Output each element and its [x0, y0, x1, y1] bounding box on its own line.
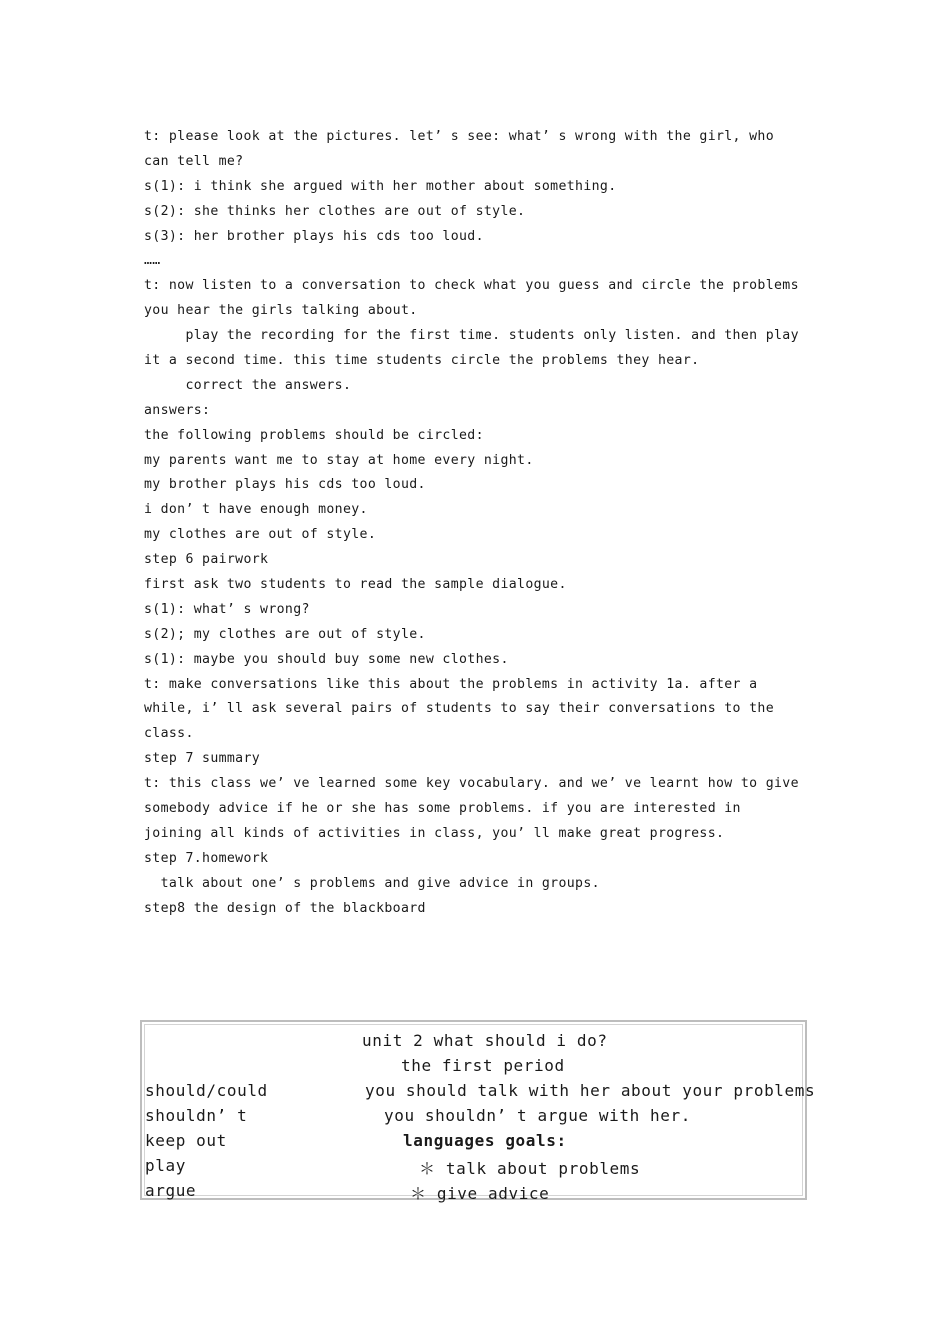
text-line: correct the answers.	[144, 377, 352, 393]
text-line: first ask two students to read the sample dialogue.	[144, 577, 567, 593]
example-sentence: you shouldn’ t argue with her.	[384, 1106, 691, 1125]
vocab-word: shouldn’ t	[145, 1106, 248, 1125]
goal-item: ＊ give advice	[410, 1184, 550, 1203]
blackboard-period: the first period	[401, 1056, 565, 1075]
ellipsis-line: ……	[144, 253, 161, 269]
text-line: s(1): i think she argued with her mother about something.	[144, 178, 617, 194]
step-heading: step 7 summary	[144, 751, 261, 767]
text-line: t: this class we’ ve learned some key vocabulary. and we’ ve learnt how to give	[144, 776, 799, 792]
lesson-text	[144, 125, 824, 922]
goals-heading: languages goals:	[403, 1131, 567, 1150]
text-line: play the recording for the first time. students only listen. and then play	[144, 328, 799, 344]
text-line: you hear the girls talking about.	[144, 303, 418, 319]
text-line: can tell me?	[144, 153, 244, 169]
text-line: t: make conversations like this about the problems in activity 1a. after a	[144, 676, 758, 692]
text-line: somebody advice if he or she has some problems. if you are interested in	[144, 801, 741, 817]
text-line: s(2): she thinks her clothes are out of style.	[144, 203, 526, 219]
text-line: it a second time. this time students circle the problems they hear.	[144, 353, 700, 369]
text-line: s(3): her brother plays his cds too loud.	[144, 228, 484, 244]
answer-item: my brother plays his cds too loud.	[144, 477, 426, 493]
text-line: talk about one’ s problems and give advice in groups.	[144, 875, 600, 891]
text-line: t: please look at the pictures. let’ s see: what’ s wrong with the girl, who	[144, 129, 775, 144]
vocab-word: keep out	[145, 1131, 227, 1150]
answer-item: i don’ t have enough money.	[144, 502, 368, 518]
blackboard-title: unit 2 what should i do?	[362, 1031, 608, 1050]
text-line: joining all kinds of activities in class, you’ ll make great progress.	[144, 825, 725, 841]
vocab-word: argue	[145, 1181, 197, 1200]
step-heading: step 6 pairwork	[144, 552, 269, 568]
text-line: the following problems should be circled:	[144, 427, 484, 443]
text-line: class.	[144, 726, 194, 742]
answer-item: my clothes are out of style.	[144, 527, 377, 543]
dialogue-line: s(2); my clothes are out of style.	[144, 626, 426, 642]
blackboard-inner-border	[144, 1024, 816, 1203]
vocab-word: play	[145, 1156, 186, 1175]
goal-item: ＊ talk about problems	[419, 1159, 641, 1178]
vocab-word: should/could	[145, 1081, 268, 1100]
dialogue-line: s(1): what’ s wrong?	[144, 601, 310, 617]
text-line: while, i’ ll ask several pairs of students to say their conversations to the	[144, 701, 775, 717]
text-line: t: now listen to a conversation to check what you guess and circle the problems	[144, 278, 799, 294]
answers-heading: answers:	[144, 402, 211, 418]
step-heading: step 7.homework	[144, 850, 269, 866]
answer-item: my parents want me to stay at home every night.	[144, 452, 534, 468]
step-heading: step8 the design of the blackboard	[144, 900, 426, 916]
blackboard-design-box	[140, 1020, 816, 1203]
example-sentence: you should talk with her about your problems	[365, 1081, 816, 1100]
dialogue-line: s(1): maybe you should buy some new clothes.	[144, 651, 509, 667]
